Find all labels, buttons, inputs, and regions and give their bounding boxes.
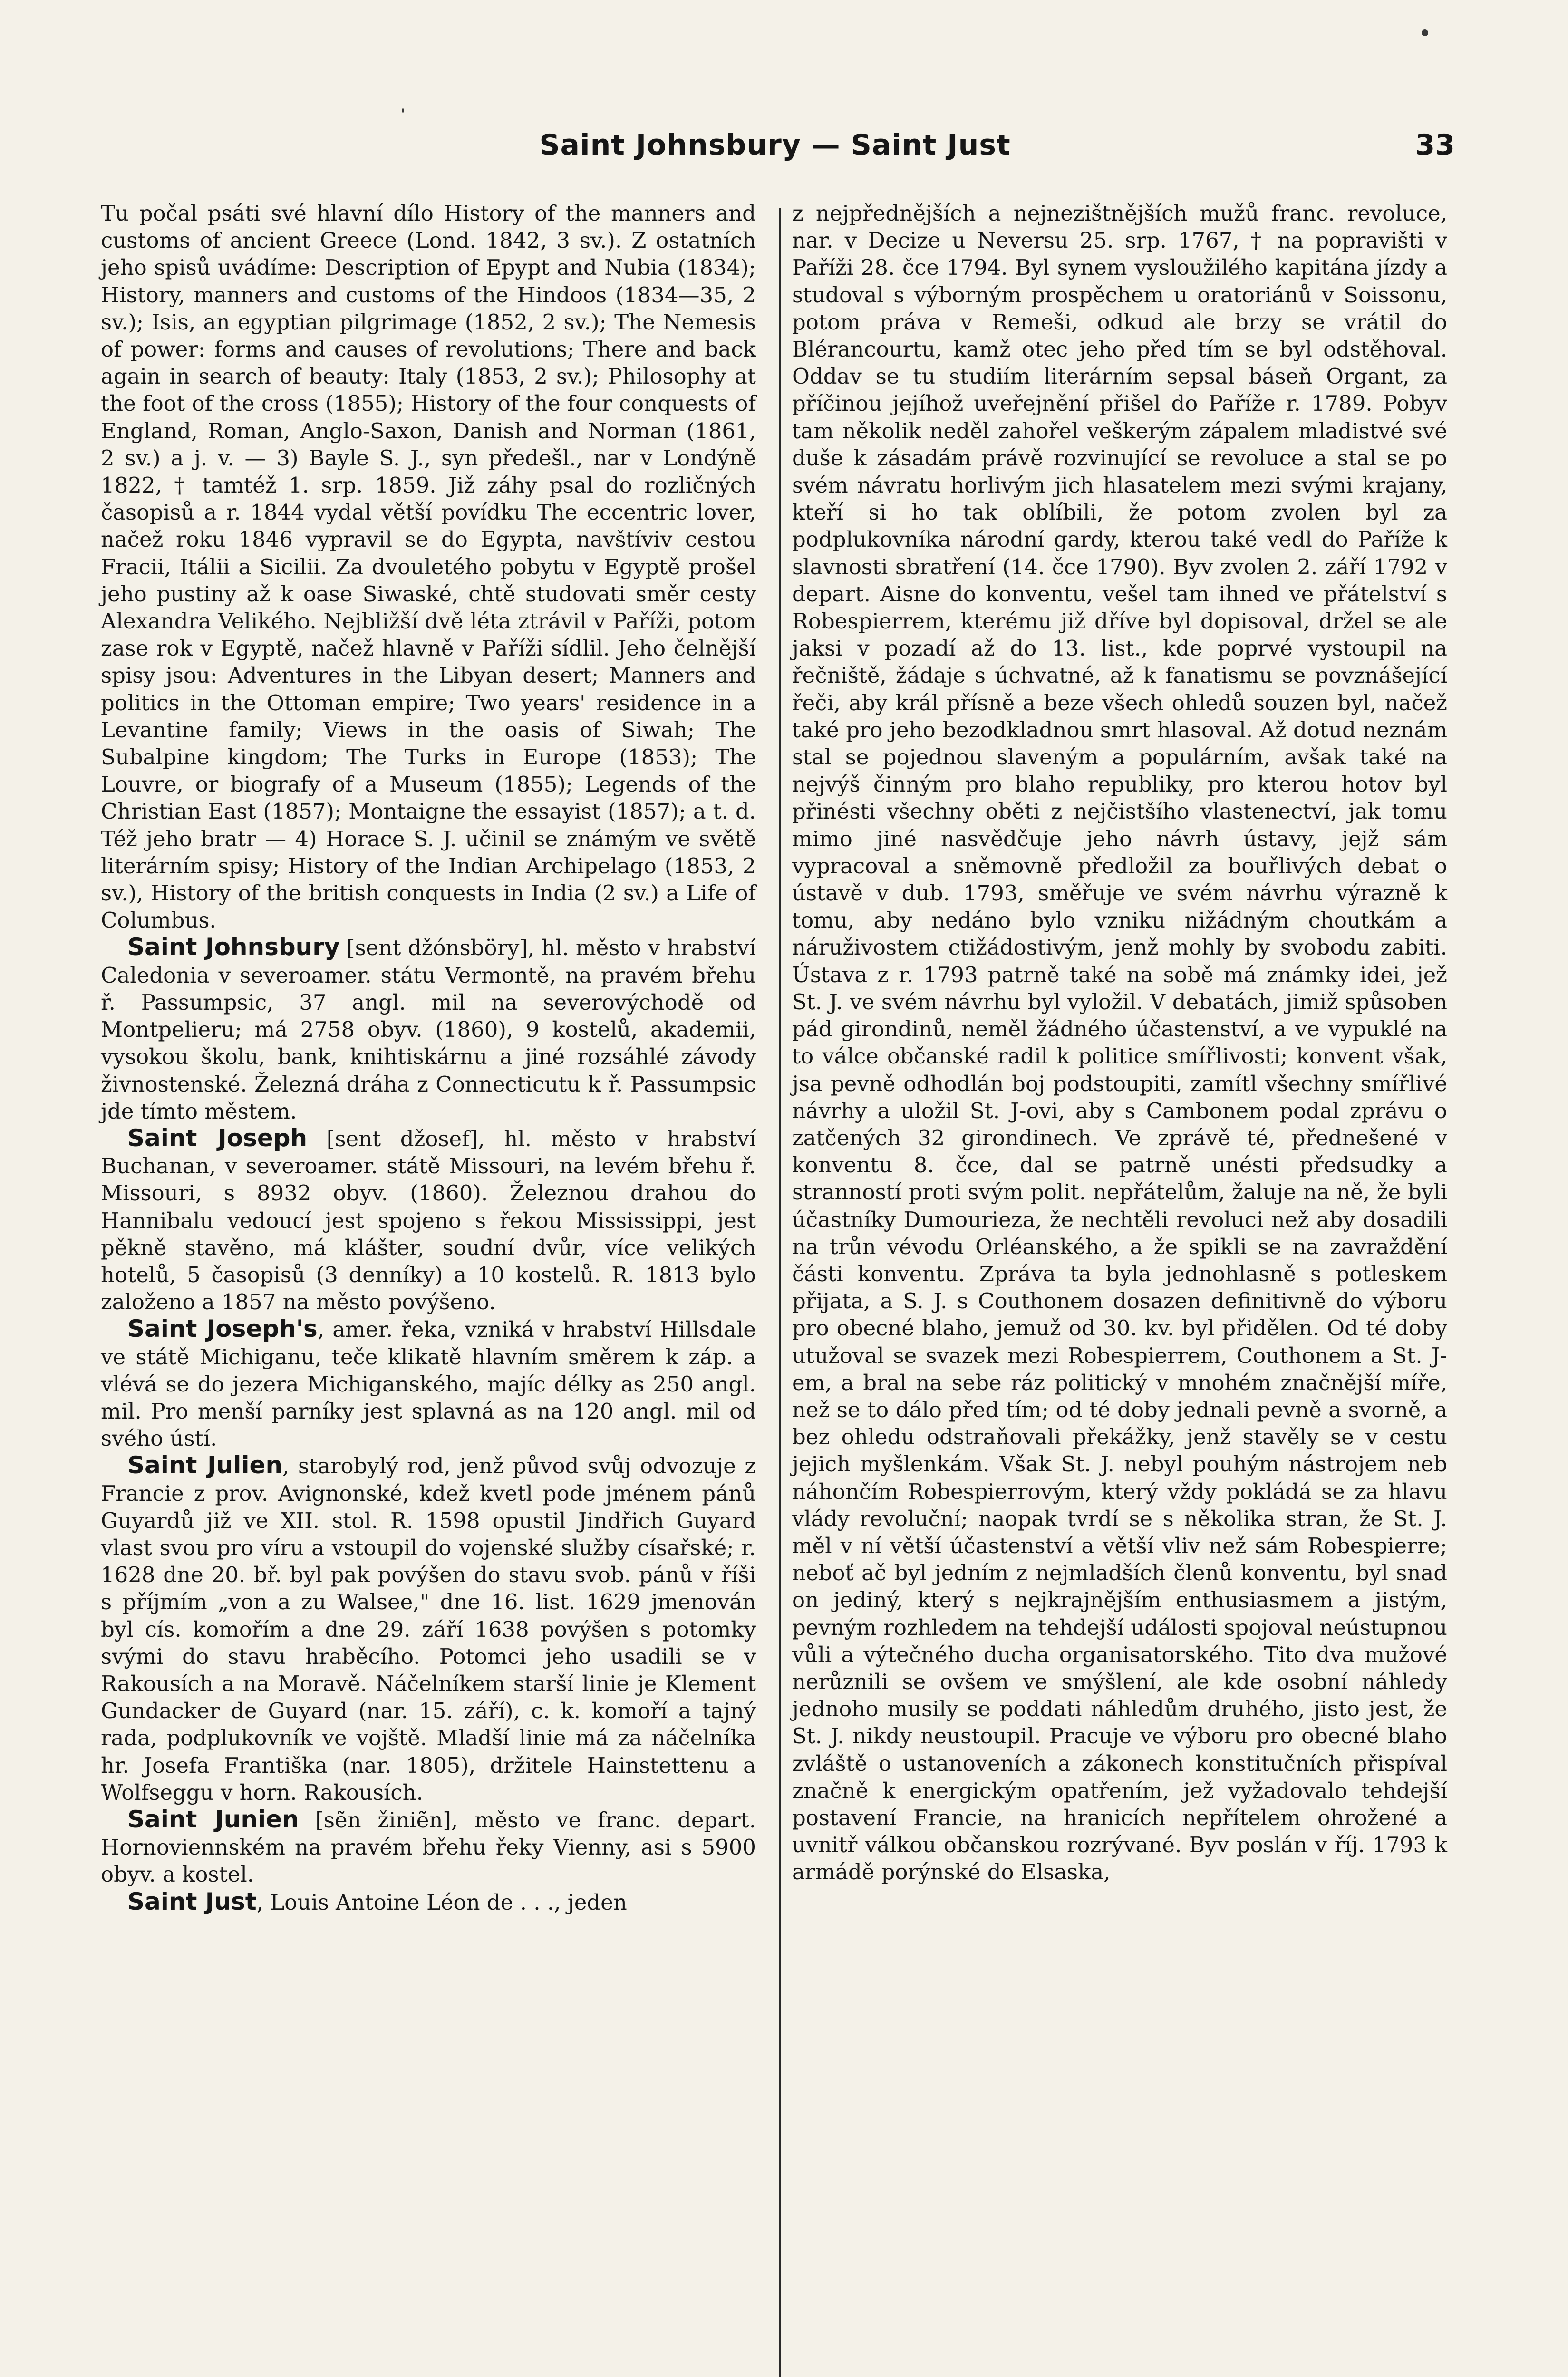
page-header [95, 128, 1455, 171]
entry-text: [sent džónsböry], hl. město v hrabství Caledonia v severoamer. státu Vermontě, na pravém břehu ř. Passumpsic, 37 angl. mil na severovýchodě od Montpelieru; má 2758 obyv. (1860), 9 kostelů, akademii, vysokou školu, bank, knihtiskárnu a jiné rozsáhlé závody živnostenské. Železná dráha z Connecticutu k ř. Passumpsic jde tímto městem. [101, 935, 756, 1124]
dictionary-entry [101, 934, 756, 1124]
entry-headword: Saint Just [127, 1887, 257, 1915]
entry-headword: Saint Joseph [127, 1124, 308, 1152]
entry-text: , Louis Antoine Léon de . . ., jeden [256, 1889, 627, 1915]
dictionary-entry [101, 1806, 756, 1888]
entry-headword: Saint Joseph's [127, 1315, 318, 1343]
entry-headword: Saint Julien [127, 1451, 283, 1479]
ink-speck [1422, 29, 1428, 36]
right-column [792, 200, 1447, 1886]
entry-text: [sent džosef], hl. město v hrabství Buchanan, v severoamer. státě Missouri, na levém břehu ř. Missouri, s 8932 obyv. (1860). Železnou drahou do Hannibalu vedoucí jest spojeno s řekou Mississippi, jest pěkně stavěno, má klášter, soudní dvůr, více velikých hotelů, 5 časopisů (3 denníky) a 10 kostelů. R. 1813 bylo založeno a 1857 na město povýšeno. [101, 1126, 756, 1315]
entry-text: [sẽn žiniẽn], město ve franc. depart. Hornoviennském na pravém břehu řeky Vienny, asi s 5900 obyv. a kostel. [101, 1807, 756, 1887]
paragraph-text: Tu počal psáti své hlavní dílo History of the manners and customs of ancient Greece (Lond. 1842, 3 sv.). Z ostatních jeho spisů uvádíme: Description of Epypt and Nubia (1834); History, manners and customs of the Hindoos (1834—35, 2 sv.); Isis, an egyptian pilgrimage (1852, 2 sv.); The Nemesis of power: forms and causes of revolutions; There and back again in search of beauty: Italy (1853, 2 sv.); Philosophy at the foot of the cross (1855); History of the four conquests of England, Roman, Anglo-Saxon, Danish and Norman (1861, 2 sv.) a j. v. — 3) Bayle S. J., syn předešl., nar v Londýně 1822, † tamtéž 1. srp. 1859. Již záhy psal do rozličných časopisů a r. 1844 vydal větší povídku The eccentric lover, načež roku 1846 vypravil se do Egypta, navštíviv cestou Fracii, Itálii a Sicilii. Za dvouletého pobytu v Egyptě prošel jeho pustiny až k oase Siwaské, chtě studovati směr cesty Alexandra Velikého. Nejbližší dvě léta ztrávil v Paříži, potom zase rok v Egyptě, načež hlavně v Paříži sídlil. Jeho čelnější spisy jsou: Adventures in the Libyan desert; Manners and politics in the Ottoman empire; Two years' residence in a Levantine family; Views in the oasis of Siwah; The Subalpine kingdom; The Turks in Europe (1853); The Louvre, or biografy of a Museum (1855); Legends of the Christian East (1857); Montaigne the essayist (1857); a t. d. Též jeho bratr — 4) Horace S. J. učinil se známým ve světě literárním spisy; History of the Indian Archipelago (1853, 2 sv.), History of the british conquests in India (2 sv.) a Life of Columbus. [101, 201, 756, 933]
left-column [101, 200, 756, 1916]
entry-text: , amer. řeka, vzniká v hrabství Hillsdale ve státě Michiganu, teče klikatě hlavním směrem k záp. a vlévá se do jezera Michiganského, majíc délky as 250 angl. mil. Pro menší parníky jest splavná as na 120 angl. mil od svého ústí. [101, 1317, 756, 1451]
paragraph-continuation [101, 200, 756, 934]
ink-speck [402, 108, 404, 113]
entry-headword: Saint Johnsbury [127, 933, 340, 961]
running-head: Saint Johnsbury — Saint Just [539, 128, 1011, 162]
dictionary-entry [101, 1315, 756, 1452]
paragraph-continuation [792, 200, 1447, 1886]
entry-text: , starobylý rod, jenž původ svůj odvozuje z Francie z prov. Avignonské, kdež kvetl pode jménem pánů Guyardů již ve XII. stol. R. 1598 opustil Jindřich Guyard vlast svou pro víru a vstoupil do vojenské služby císařské; r. 1628 dne 20. bř. byl pak povýšen do stavu svob. pánů v říši s příjmím „von a zu Walsee," dne 16. list. 1629 jmenován byl cís. komořím a dne 29. září 1638 povýšen s potomky svými do stavu hraběcího. Potomci jeho usadili se v Rakousích a na Moravě. Náčelníkem starší linie je Klement Gundacker de Guyard (nar. 15. září), c. k. komoří a tajný rada, podplukovník ve vojště. Mladší linie má za náčelníka hr. Josefa Františka (nar. 1805), držitele Hainstettenu a Wolfseggu v horn. Rakousích. [101, 1453, 756, 1805]
dictionary-entry [101, 1125, 756, 1315]
page-number: 33 [1415, 128, 1455, 162]
dictionary-entry [101, 1888, 756, 1916]
paragraph-text: z nejpřednějších a nejnezištnějších mužů franc. revoluce, nar. v Decize u Neversu 25. srp. 1767, † na popravišti v Paříži 28. čce 1794. Byl synem vysloužilého kapitána jízdy a studoval s výborným prospěchem u oratoriánů v Soissonu, potom práva v Remeši, odkud ale brzy se vrátil do Blérancourtu, kamž otec jeho před tím se byl odstěhoval. Oddav se tu studiím literárním sepsal báseň Organt, za příčinou jejíhož uveřejnění přišel do Paříže r. 1789. Pobyv tam několik neděl zahořel veškerým zápalem mladistvé své duše k zásadám právě rozvinující se revoluce a stal se po svém návratu horlivým jich hlasatelem mezi svými krajany, kteří si ho tak oblíbili, že potom zvolen byl za podplukovníka národní gardy, kterou také vedl do Paříže k slavnosti sbratření (14. čce 1790). Byv zvolen 2. září 1792 v depart. Aisne do konventu, vešel tam ihned ve přátelství s Robespierrem, kterému již dříve byl dopisoval, držel se ale jaksi v pozadí až do 13. list., kde poprvé vystoupil na řečniště, žádaje s úchvatné, až k fanatismu se povznášející řeči, aby král přísně a beze všech ohledů souzen byl, načež také pro jeho bezodkladnou smrt hlasoval. Až dotud neznám stal se pojednou slaveným a populárním, avšak také na nejvýš činným pro blaho republiky, pro kterou hotov byl přinésti všechny oběti z nejčistšího vlastenectví, jak tomu mimo jiné nasvědčuje jeho návrh ústavy, jejž sám vypracoval a sněmovně předložil za bouřlivých debat o ústavě v dub. 1793, směřuje ve svém návrhu výrazně k tomu, aby nedáno bylo vzniku nižádným choutkám a náruživostem ctižádostivým, jenž mohly by svobodu zabiti. Ústava z r. 1793 patrně také na sobě má známky idei, jež St. J. ve svém návrhu byl vyložil. V debatách, jimiž spůsoben pád girondinů, neměl žádného účastenství, a ve vypuklé na to válce občanské radil k politice smířlivosti; konvent však, jsa pevně odhodlán boj podstoupiti, zamítl všechny smířlivé návrhy a uložil St. J-ovi, aby s Cambonem podal zprávu o zatčených 32 girondinech. Ve zprávě té, přednešené v konventu 8. čce, dal se patrně unésti předsudky a stranností proti svým polit. nepřátelům, žaluje na ně, že byli účastníky Dumourieza, že nechtěli revoluci než aby dosadili na trůn vévodu Orléanského, a že spikli se na zavraždění části konventu. Zpráva ta byla jednohlasně s potleskem přijata, a S. J. s Couthonem dosazen definitivně do výboru pro obecné blaho, jemuž od 30. kv. byl přidělen. Od té doby utužoval se svazek mezi Robespierrem, Couthonem a St. J-em, a bral na sebe ráz politický v mnohém značnější míře, než se to dálo před tím; od té doby jednali pevně a svorně, a bez ohledu odstraňovali překážky, jenž stavěly se v cestu jejich myšlenkám. Však St. J. nebyl pouhým nástrojem neb náhončím Robespierrovým, který vždy pokládá se za hlavu vlády revoluční; naopak tvrdí se s několika stran, že St. J. měl v ní větší účastenství a větší vliv než sám Robespierre; neboť ač byl jedním z nejmladších členů konventu, byl snad on jediný, který s nejkrajnějším enthusiasmem a jistým, pevným rozhledem na tehdejší události spojoval neústupnou vůli a výtečného ducha organisatorského. Tito dva mužové nerůznili se ovšem ve smýšlení, ale kde osobní náhledy jednoho musily se poddati náhledům druhého, jisto jest, že St. J. nikdy neustoupil. Pracuje ve výboru pro obecné blaho zvláště o ustanoveních a zákonech konstitučních přispíval značně k energickým opatřením, jež vyžadovalo tehdejší postavení Francie, na hranicích nepřítelem ohrožené a uvnitř válkou občanskou rozrývané. Byv poslán v říj. 1793 k armádě porýnské do Elsaska, [792, 201, 1447, 1885]
column-divider [779, 208, 781, 2377]
entry-headword: Saint Junien [127, 1805, 299, 1833]
dictionary-entry [101, 1452, 756, 1806]
